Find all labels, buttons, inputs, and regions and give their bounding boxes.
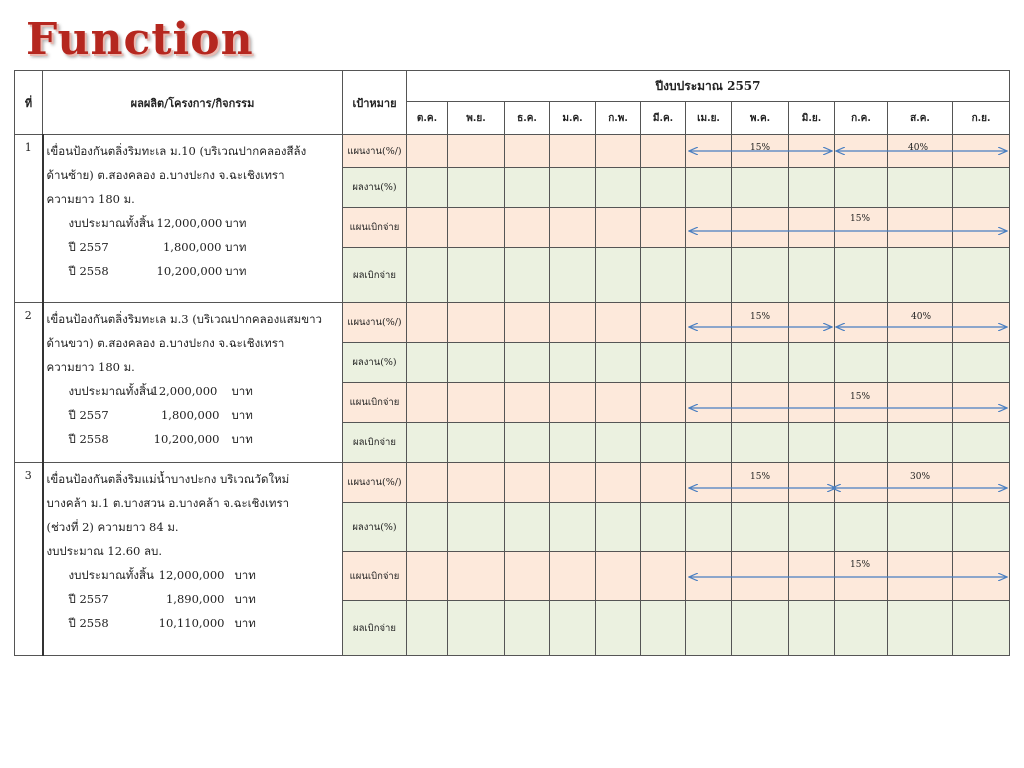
work-plan-label: 30% <box>910 472 931 482</box>
target-result-work: ผลงาน(%) <box>343 168 407 208</box>
project-line: บางคล้า ม.1 ต.บางสวน อ.บางคล้า จ.ฉะเชิงเทรา <box>46 496 290 510</box>
work-plan-label: 15% <box>750 472 771 482</box>
project-line: งบประมาณ 12.60 ลบ. <box>46 544 163 558</box>
target-plan-disburse: แผนเบิกจ่าย <box>343 552 407 601</box>
budget-unit: บาท <box>234 568 256 582</box>
page-title: Function <box>26 14 254 65</box>
budget-unit: บาท <box>225 240 247 254</box>
budget-amount: 12,000,000 <box>156 216 223 230</box>
target-plan-work: แผนงาน(%/) <box>343 135 407 168</box>
header-no: ที่ <box>15 71 43 135</box>
target-plan-disburse: แผนเบิกจ่าย <box>343 208 407 248</box>
target-result-disburse: ผลเบิกจ่าย <box>343 248 407 303</box>
project-number: 1 <box>15 135 43 303</box>
header-month: ก.ย. <box>953 102 1010 135</box>
target-result-disburse: ผลเบิกจ่าย <box>343 423 407 463</box>
project-number: 3 <box>15 463 43 656</box>
header-month: ม.ค. <box>550 102 596 135</box>
project-line: เขื่อนป้องกันตลิ่งริมแม่น้ำบางปะกง บริเวณวัดใหม่ <box>46 472 290 486</box>
budget-line <box>47 427 341 451</box>
target-result-work: ผลงาน(%) <box>343 503 407 552</box>
budget-label: งบประมาณทั้งสิ้น <box>68 384 154 398</box>
budget-label: งบประมาณทั้งสิ้น <box>68 216 154 230</box>
project-line: (ช่วงที่ 2) ความยาว 84 ม. <box>46 520 179 534</box>
budget-amount: 10,110,000 <box>158 616 225 630</box>
header-month: ก.ค. <box>835 102 888 135</box>
budget-unit: บาท <box>234 616 256 630</box>
budget-unit: บาท <box>234 592 256 606</box>
budget-amount: 1,800,000 <box>162 240 222 254</box>
work-plan-label: 40% <box>908 143 929 153</box>
work-plan-label: 15% <box>750 312 771 322</box>
budget-label: งบประมาณทั้งสิ้น <box>68 568 154 582</box>
header-fiscal-year: ปีงบประมาณ 2557 <box>407 71 1010 102</box>
header-target: เป้าหมาย <box>343 71 407 135</box>
budget-label: ปี 2558 <box>68 432 109 446</box>
header-month: ก.พ. <box>596 102 641 135</box>
budget-amount: 10,200,000 <box>153 432 220 446</box>
header-month: พ.ค. <box>732 102 789 135</box>
budget-amount: 12,000,000 <box>158 568 225 582</box>
budget-unit: บาท <box>231 384 253 398</box>
budget-unit: บาท <box>231 432 253 446</box>
budget-unit: บาท <box>225 216 247 230</box>
project-description <box>43 463 343 656</box>
header-month: ส.ค. <box>888 102 953 135</box>
budget-label: ปี 2558 <box>68 616 109 630</box>
budget-line <box>47 235 341 259</box>
header-month: ธ.ค. <box>505 102 550 135</box>
schedule-table <box>14 70 1010 656</box>
budget-line <box>47 563 341 587</box>
project-line: ความยาว 180 ม. <box>46 192 135 206</box>
budget-label: ปี 2557 <box>68 408 109 422</box>
disburse-plan-label: 15% <box>850 214 871 224</box>
budget-amount: 1,800,000 <box>160 408 220 422</box>
target-plan-disburse: แผนเบิกจ่าย <box>343 383 407 423</box>
header-project: ผลผลิต/โครงการ/กิจกรรม <box>43 71 343 135</box>
budget-amount: 10,200,000 <box>156 264 223 278</box>
budget-unit: บาท <box>225 264 247 278</box>
budget-amount: 12,000,000 <box>151 384 218 398</box>
target-plan-work: แผนงาน(%/) <box>343 303 407 343</box>
project-number: 2 <box>15 303 43 463</box>
disburse-plan-label: 15% <box>850 392 871 402</box>
budget-unit: บาท <box>231 408 253 422</box>
project-line: เขื่อนป้องกันตลิ่งริมทะเล ม.10 (บริเวณปากคลองสีล้ง <box>46 144 307 158</box>
project-line: เขื่อนป้องกันตลิ่งริมทะเล ม.3 (บริเวณปากคลองแสมขาว <box>46 312 322 326</box>
header-month: ต.ค. <box>407 102 448 135</box>
budget-line <box>47 211 341 235</box>
header-month: มี.ค. <box>641 102 686 135</box>
header-month: พ.ย. <box>448 102 505 135</box>
project-line: ด้านขวา) ต.สองคลอง อ.บางปะกง จ.ฉะเชิงเทรา <box>46 336 285 350</box>
budget-line <box>47 379 341 403</box>
header-month: มิ.ย. <box>789 102 835 135</box>
schedule-table-wrapper <box>14 70 1009 657</box>
budget-label: ปี 2558 <box>68 264 109 278</box>
budget-line <box>47 611 341 635</box>
project-line: ด้านซ้าย) ต.สองคลอง อ.บางปะกง จ.ฉะเชิงเทรา <box>46 168 285 182</box>
header-month: เม.ย. <box>686 102 732 135</box>
budget-amount: 1,890,000 <box>165 592 225 606</box>
disburse-plan-label: 15% <box>850 560 871 570</box>
target-plan-work: แผนงาน(%/) <box>343 463 407 503</box>
project-description <box>43 303 343 463</box>
project-description <box>43 135 343 303</box>
budget-label: ปี 2557 <box>68 592 109 606</box>
budget-line <box>47 403 341 427</box>
work-plan-label: 40% <box>911 312 932 322</box>
work-plan-label: 15% <box>750 143 771 153</box>
target-result-disburse: ผลเบิกจ่าย <box>343 601 407 656</box>
budget-label: ปี 2557 <box>68 240 109 254</box>
budget-line <box>47 587 341 611</box>
target-result-work: ผลงาน(%) <box>343 343 407 383</box>
project-line: ความยาว 180 ม. <box>46 360 135 374</box>
budget-line <box>47 259 341 283</box>
